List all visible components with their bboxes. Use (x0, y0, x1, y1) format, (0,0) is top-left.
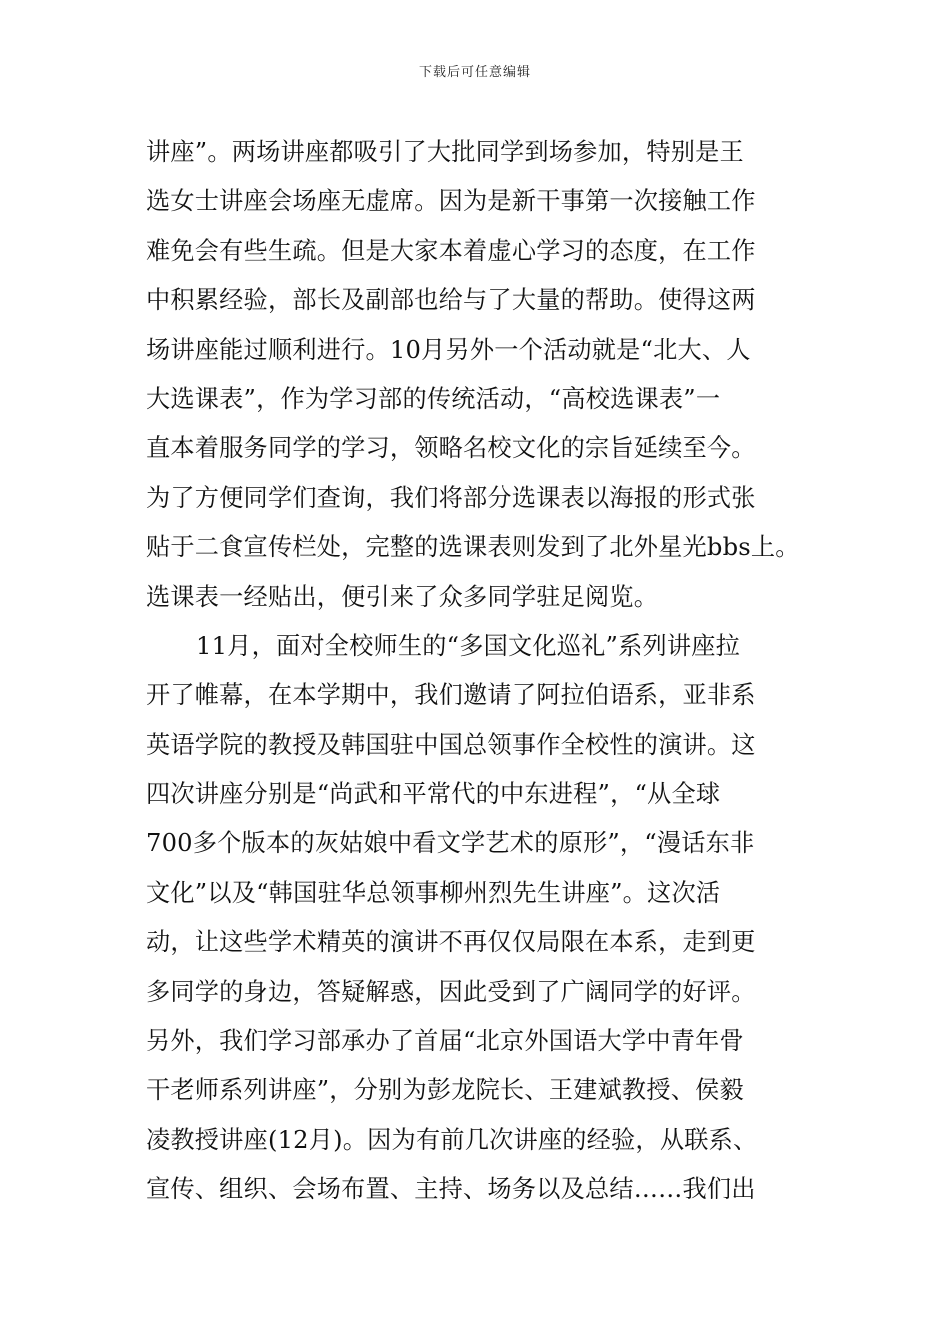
text-line: 贴于二食宣传栏处，完整的选课表则发到了北外星光bbs上。 (146, 533, 800, 562)
text-line: 四次讲座分别是“尚武和平常代的中东进程”，“从全球 (146, 780, 721, 809)
text-line: 动，让这些学术精英的演讲不再仅仅局限在本系，走到更 (146, 928, 756, 957)
page-header: 下载后可任意编辑 (418, 65, 531, 80)
text-line: 凌教授讲座(12月)。因为有前几次讲座的经验，从联系、 (146, 1125, 758, 1154)
text-line: 开了帷幕，在本学期中，我们邀请了阿拉伯语系，亚非系 (146, 681, 756, 710)
text-line: 大选课表”，作为学习部的传统活动，“高校选课表”一 (146, 384, 721, 413)
text-line: 为了方便同学们查询，我们将部分选课表以海报的形式张 (146, 483, 756, 512)
text-line: 文化”以及“韩国驻华总领事柳州烈先生讲座”。这次活 (146, 878, 721, 907)
text-line: 英语学院的教授及韩国驻中国总领事作全校性的演讲。这 (146, 730, 756, 759)
text-line: 选课表一经贴出，便引来了众多同学驻足阅览。 (146, 582, 659, 611)
text-line: 多同学的身边，答疑解惑，因此受到了广阔同学的好评。 (146, 977, 756, 1006)
text-line: 另外，我们学习部承办了首届“北京外国语大学中青年骨 (146, 1027, 744, 1056)
text-line: 干老师系列讲座”，分别为彭龙院长、王建斌教授、侯毅 (146, 1076, 744, 1105)
text-line: 难免会有些生疏。但是大家本着虚心学习的态度，在工作 (146, 236, 756, 265)
text-line: 中积累经验，部长及副部也给与了大量的帮助。使得这两 (146, 286, 756, 315)
text-line: 宣传、组织、会场布置、主持、场务以及总结……我们出 (146, 1175, 756, 1204)
text-line: 直本着服务同学的学习，领略名校文化的宗旨延续至今。 (146, 434, 756, 463)
paragraph-start-line: 11月，面对全校师生的“多国文化巡礼”系列讲座拉 (196, 631, 741, 660)
text-line: 讲座”。两场讲座都吸引了大批同学到场参加，特别是王 (146, 138, 744, 166)
text-line: 700多个版本的灰姑娘中看文学艺术的原形”，“漫话东非 (146, 829, 755, 858)
text-line: 选女士讲座会场座无虚席。因为是新干事第一次接触工作 (146, 187, 756, 216)
text-line: 场讲座能过顺利进行。10月另外一个活动就是“北大、人 (146, 335, 751, 364)
document-body (146, 128, 810, 1215)
